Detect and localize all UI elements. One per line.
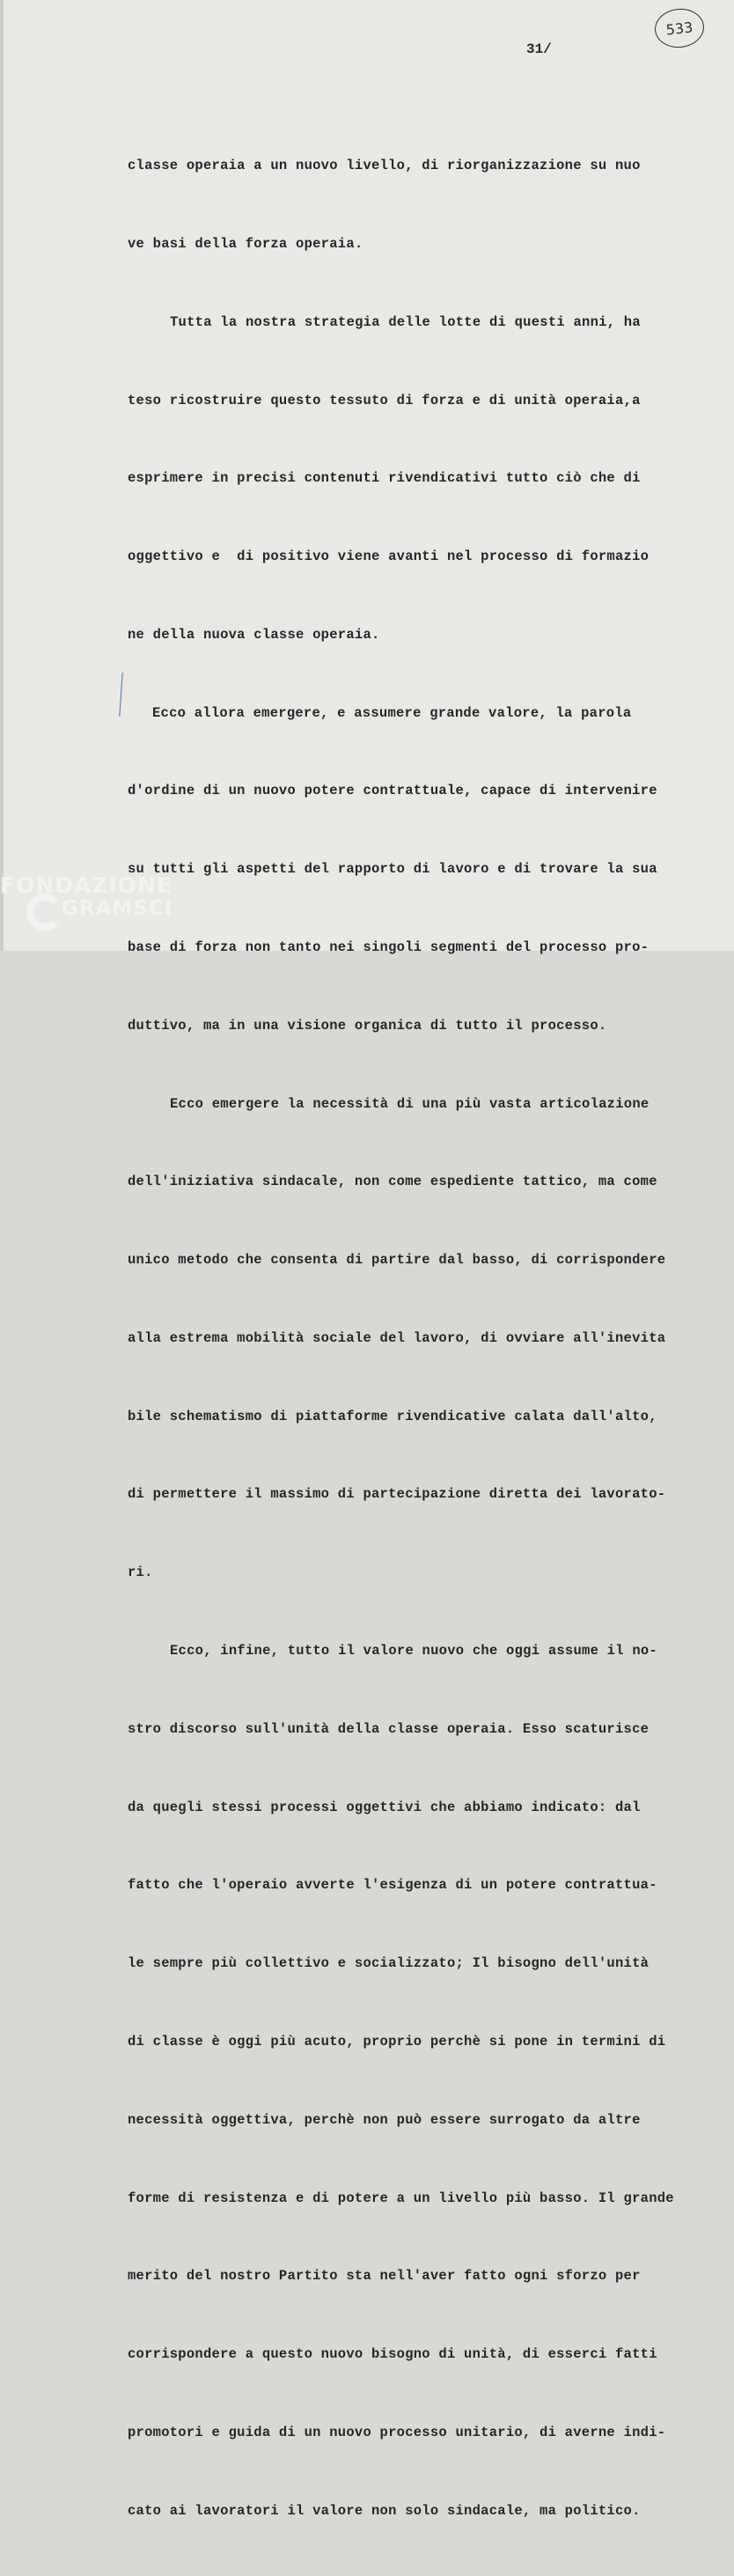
- text-line: Ecco, infine, tutto il valore nuovo che oggi assume il no-: [170, 1643, 657, 1660]
- archive-stamp: 533: [653, 6, 706, 50]
- page-edge: [0, 0, 4, 951]
- text-line: Ecco allora emergere, e assumere grande valore, la parola: [152, 704, 632, 721]
- text-line: esprimere in precisi contenuti rivendicativi tutto ciò che di: [128, 470, 641, 487]
- text-line: ne della nuova classe operaia.: [128, 626, 380, 643]
- text-line: merito del nostro Partito sta nell'aver fatto ogni sforzo per: [128, 2268, 641, 2285]
- text-line: ri.: [128, 1564, 153, 1581]
- text-line: corrispondere a questo nuovo bisogno di unità, di esserci fatti: [128, 2346, 657, 2363]
- typewritten-body: [128, 101, 691, 2576]
- text-line: di permettere il massimo di partecipazione diretta dei lavorato-: [128, 1486, 666, 1503]
- text-line: Ecco emergere la necessità di una più vasta articolazione: [170, 1095, 650, 1112]
- text-line: duttivo, ma in una visione organica di tutto il processo.: [128, 1017, 607, 1034]
- watermark-g-logo-icon: [26, 894, 63, 931]
- text-line: ve basi della forza operaia.: [128, 235, 363, 252]
- text-line: dell'iniziativa sindacale, non come espediente tattico, ma come: [128, 1174, 657, 1190]
- margin-pen-mark: [119, 673, 125, 717]
- text-line: stro discorso sull'unità della classe operaia. Esso scaturisce: [128, 1720, 650, 1737]
- text-line: le sempre più collettivo e socializzato; Il bisogno dell'unità: [128, 1955, 650, 1972]
- text-line: unico metodo che consenta di partire dal basso, di corrispondere: [128, 1252, 666, 1269]
- text-line: oggettivo e di positivo viene avanti nel processo di formazio: [128, 548, 650, 565]
- text-line: promotori e guida di un nuovo processo unitario, di averne indi-: [128, 2424, 666, 2440]
- text-line: base di forza non tanto nei singoli segmenti del processo pro-: [128, 939, 650, 955]
- text-line: necessità oggettiva, perchè non può essere surrogato da altre: [128, 2111, 641, 2128]
- page-number: 31/: [526, 41, 552, 57]
- text-line: classe operaia a un nuovo livello, di riorganizzazione su nuo: [128, 158, 641, 174]
- text-line: cato ai lavoratori il valore non solo sindacale, ma politico.: [128, 2502, 641, 2519]
- text-line: fatto che l'operaio avverte l'esigenza di un potere contrattua-: [128, 1877, 657, 1894]
- watermark-line2: GRAMSCI: [62, 897, 173, 920]
- text-line: da quegli stessi processi oggettivi che abbiamo indicato: dal: [128, 1799, 641, 1815]
- text-line: alla estrema mobilità sociale del lavoro, di ovviare all'inevita: [128, 1329, 666, 1346]
- text-line: teso ricostruire questo tessuto di forza e di unità operaia,a: [128, 392, 641, 408]
- text-line: Tutta la nostra strategia delle lotte di questi anni, ha: [170, 313, 641, 330]
- text-line: forme di resistenza e di potere a un livello più basso. Il grande: [128, 2190, 674, 2206]
- text-line: bile schematismo di piattaforme rivendicative calata dall'alto,: [128, 1408, 657, 1424]
- text-line: su tutti gli aspetti del rapporto di lavoro e di trovare la sua: [128, 861, 657, 878]
- text-line: di classe è oggi più acuto, proprio perchè si pone in termini di: [128, 2033, 666, 2050]
- watermark-line1: FONDAZIONE: [0, 872, 173, 898]
- fondazione-gramsci-watermark: [0, 867, 202, 946]
- text-line: d'ordine di un nuovo potere contrattuale, capace di intervenire: [128, 783, 657, 799]
